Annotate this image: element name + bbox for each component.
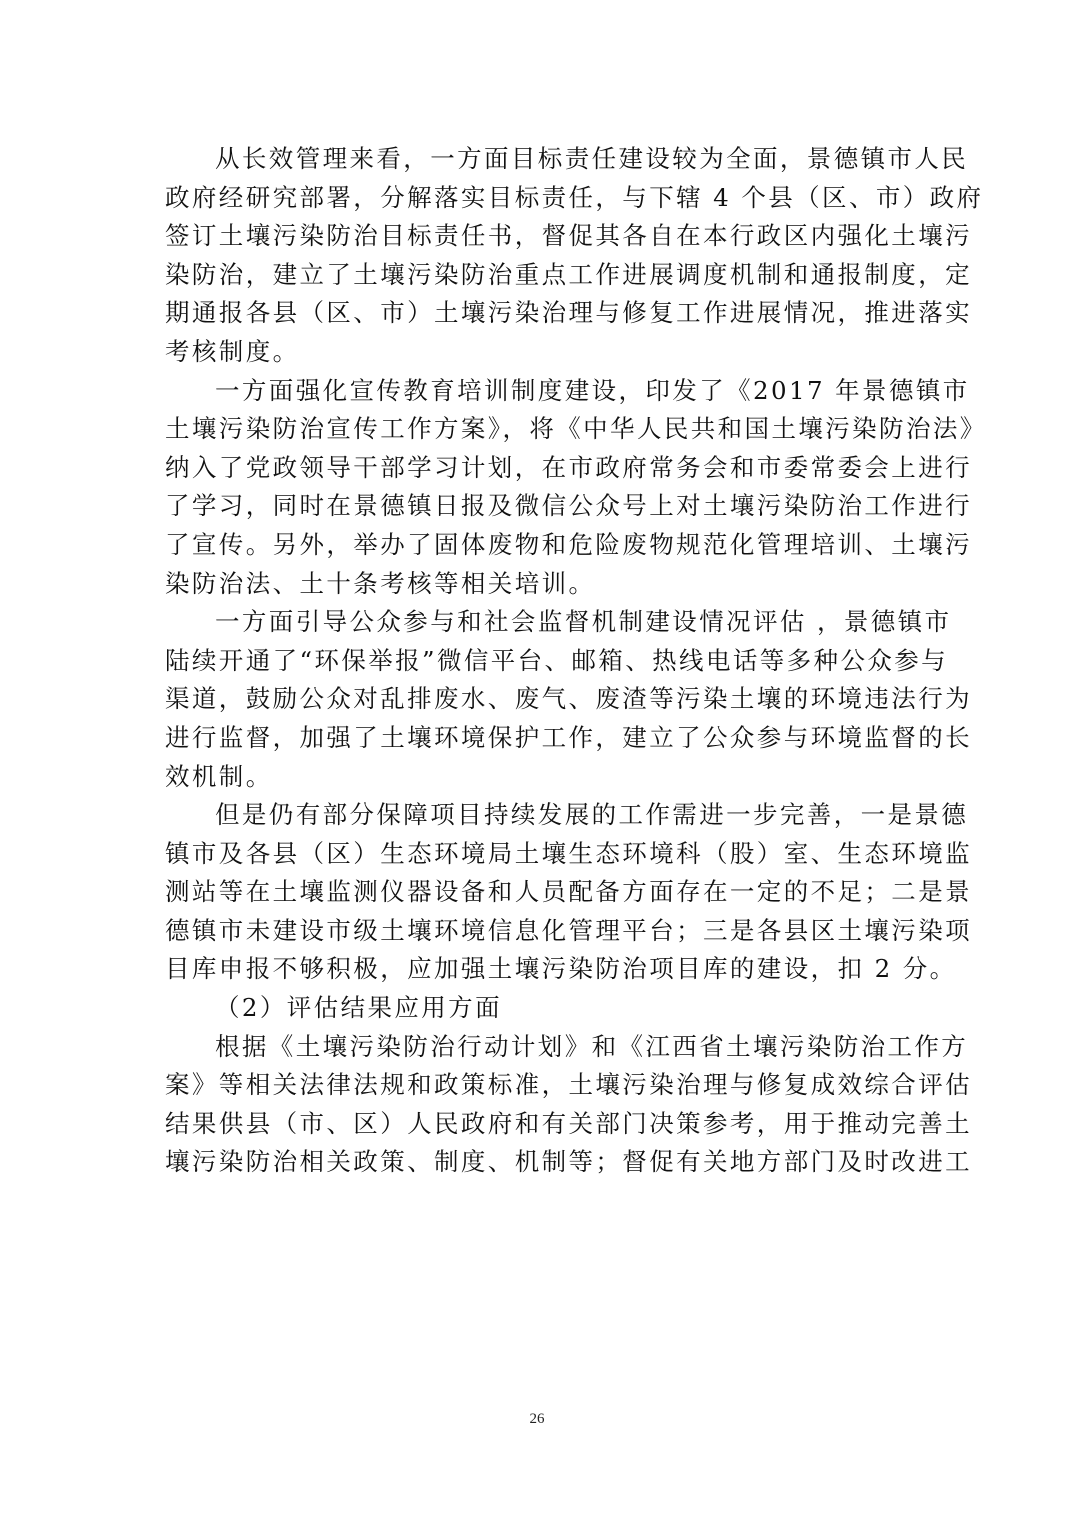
text-line: 考核制度。 — [165, 336, 300, 366]
text-line: 根据《土壤污染防治行动计划》和《江西省土壤污染防治工作方 — [215, 1031, 969, 1061]
paragraph-public-participation — [165, 603, 972, 796]
text-line: 案》等相关法律法规和政策标准，土壤污染治理与修复成效综合评估 — [165, 1070, 972, 1100]
text-line: 但是仍有部分保障项目持续发展的工作需进一步完善，一是景德 — [215, 800, 969, 830]
text-line: 染防治法、土十条考核等相关培训。 — [165, 568, 596, 598]
text-line: 效机制。 — [165, 761, 273, 791]
text-line: 从长效管理来看，一方面目标责任建设较为全面，景德镇市人民 — [215, 144, 969, 173]
text-line: 了宣传。另外，举办了固体废物和危险废物规范化管理培训、土壤污 — [165, 529, 972, 559]
text-line: 测站等在土壤监测仪器设备和人员配备方面存在一定的不足；二是景 — [165, 877, 972, 907]
text-line: 结果供县（市、区）人民政府和有关部门决策参考，用于推动完善土 — [165, 1108, 972, 1138]
paragraph-shortcomings — [165, 796, 972, 989]
text-line: 染防治，建立了土壤污染防治重点工作进展调度机制和通报制度，定 — [165, 259, 972, 289]
section-heading-text: （2）评估结果应用方面 — [215, 993, 502, 1023]
paragraph-publicity-training — [165, 372, 987, 604]
text-line: 了学习，同时在景德镇日报及微信公众号上对土壤污染防治工作进行 — [165, 491, 972, 521]
section-heading — [165, 989, 911, 1028]
text-line: 期通报各县（区、市）土壤污染治理与修复工作进展情况，推进落实 — [165, 298, 972, 328]
text-line: 一方面强化宣传教育培训制度建设，印发了《2017 年景德镇市 — [215, 375, 970, 405]
text-line: 签订土壤污染防治目标责任书，督促其各自在本行政区内强化土壤污 — [165, 221, 972, 251]
text-line: 进行监督，加强了土壤环境保护工作，建立了公众参与环境监督的长 — [165, 722, 972, 752]
text-line: 镇市及各县（区）生态环境局土壤生态环境科（股）室、生态环境监 — [165, 838, 972, 868]
text-line: 土壤污染防治宣传工作方案》，将《中华人民共和国土壤污染防治法》 — [165, 414, 987, 444]
text-line: 渠道，鼓励公众对乱排废水、废气、废渣等污染土壤的环境违法行为 — [165, 684, 972, 714]
paragraph-long-term-management — [165, 140, 984, 372]
text-line: 陆续开通了“环保举报”微信平台、邮箱、热线电话等多种公众参与 — [165, 645, 949, 675]
paragraph-results-application — [165, 1028, 972, 1182]
text-line: 纳入了党政领导干部学习计划，在市政府常务会和市委常委会上进行 — [165, 452, 972, 482]
document-body — [165, 140, 987, 1182]
page-number: 26 — [529, 1411, 545, 1427]
text-line: 一方面引导公众参与和社会监督机制建设情况评估 ，景德镇市 — [215, 607, 952, 637]
text-line: 政府经研究部署，分解落实目标责任，与下辖 4 个县（区、市）政府 — [165, 182, 984, 212]
text-line: 目库申报不够积极，应加强土壤污染防治项目库的建设，扣 2 分。 — [165, 954, 957, 984]
text-line: 壤污染防治相关政策、制度、机制等；督促有关地方部门及时改进工 — [165, 1147, 972, 1177]
text-line: 德镇市未建设市级土壤环境信息化管理平台；三是各县区土壤污染项 — [165, 915, 972, 945]
